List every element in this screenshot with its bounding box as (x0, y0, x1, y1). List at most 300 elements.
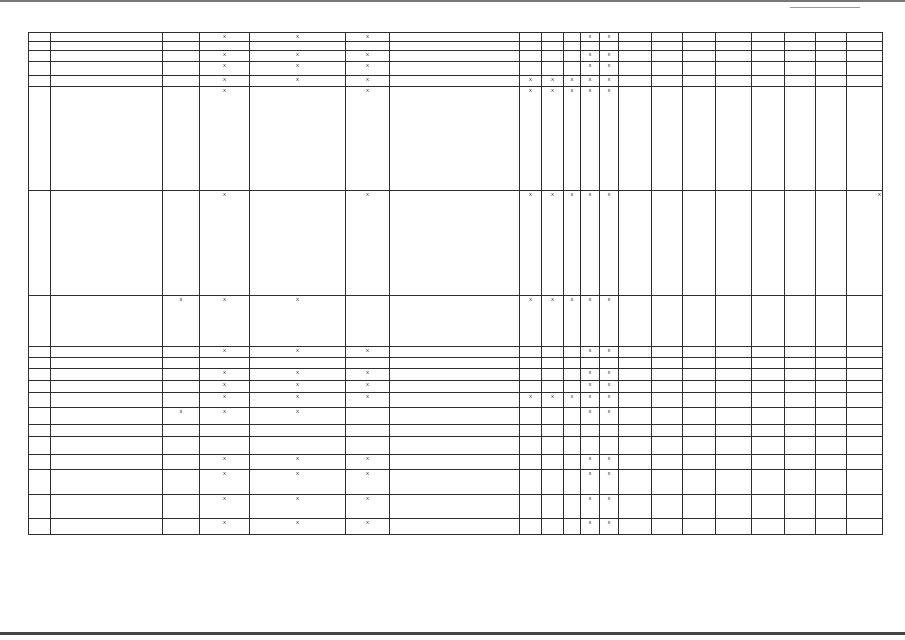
table-cell (542, 381, 564, 393)
table-cell (652, 33, 683, 42)
table-cell (847, 393, 883, 408)
table-cell (542, 42, 564, 51)
table-cell: X (542, 296, 564, 347)
table-cell (51, 358, 163, 369)
table-cell: X (600, 495, 619, 519)
table-cell (683, 393, 716, 408)
table-cell (200, 358, 250, 369)
table-cell: X (200, 393, 250, 408)
table-cell: X (250, 369, 346, 381)
table-cell: X (346, 519, 390, 535)
table-cell: X (250, 381, 346, 393)
table-cell (816, 495, 847, 519)
table-cell (542, 33, 564, 42)
table-cell (163, 62, 200, 76)
table-cell: X (346, 347, 390, 358)
table-cell (520, 51, 542, 62)
table-cell (520, 42, 542, 51)
table-cell (619, 51, 652, 62)
table-cell (752, 381, 785, 393)
table-cell (785, 191, 816, 296)
table-row (29, 495, 883, 519)
table-cell (51, 519, 163, 535)
table-cell (847, 470, 883, 495)
table-cell (346, 437, 390, 455)
table-cell (619, 470, 652, 495)
table-row (29, 76, 883, 87)
table-cell (163, 42, 200, 51)
table-cell (716, 381, 752, 393)
table-cell (619, 296, 652, 347)
table-cell (816, 76, 847, 87)
table-cell (816, 519, 847, 535)
table-cell (847, 51, 883, 62)
table-cell (390, 191, 520, 296)
table-cell (652, 42, 683, 51)
table-cell (716, 408, 752, 425)
table-cell (250, 42, 346, 51)
table-cell (390, 495, 520, 519)
table-cell (346, 425, 390, 437)
table-cell: X (520, 76, 542, 87)
table-cell (390, 393, 520, 408)
table-cell: X (250, 347, 346, 358)
table-body (29, 33, 883, 535)
table-cell: X (346, 87, 390, 191)
table-cell (847, 42, 883, 51)
table-cell (847, 358, 883, 369)
table-cell (542, 51, 564, 62)
table-cell: X (200, 296, 250, 347)
table-cell: X (600, 381, 619, 393)
table-cell: X (200, 33, 250, 42)
table-cell: X (346, 495, 390, 519)
table-cell: X (200, 455, 250, 470)
table-cell (652, 470, 683, 495)
table-cell (542, 358, 564, 369)
table-cell (652, 519, 683, 535)
table-cell (51, 347, 163, 358)
table-cell (390, 347, 520, 358)
table-cell (564, 62, 581, 76)
table-cell (752, 76, 785, 87)
table-cell (752, 393, 785, 408)
table-cell: X (542, 87, 564, 191)
table-cell (816, 381, 847, 393)
table-cell: X (520, 87, 542, 191)
table-cell (816, 369, 847, 381)
table-cell (29, 369, 51, 381)
table-cell: X (600, 393, 619, 408)
table-cell (752, 519, 785, 535)
table-cell (652, 437, 683, 455)
table-cell (752, 42, 785, 51)
table-cell (390, 358, 520, 369)
table-cell (847, 33, 883, 42)
table-cell (683, 87, 716, 191)
table-cell (200, 42, 250, 51)
table-cell (542, 62, 564, 76)
table-cell: X (600, 519, 619, 535)
table-cell: X (600, 347, 619, 358)
table-cell: X (200, 76, 250, 87)
table-cell (652, 296, 683, 347)
table-cell: X (564, 87, 581, 191)
table-cell (752, 495, 785, 519)
table-cell (816, 393, 847, 408)
table-cell (250, 425, 346, 437)
table-cell (785, 33, 816, 42)
table-cell (163, 76, 200, 87)
table-cell: X (200, 62, 250, 76)
table-cell (683, 425, 716, 437)
scan-top-mark (790, 7, 860, 8)
table-cell (542, 519, 564, 535)
table-cell (716, 42, 752, 51)
table-cell (683, 51, 716, 62)
table-cell (163, 519, 200, 535)
table-cell: X (250, 470, 346, 495)
table-cell: X (581, 62, 600, 76)
table-cell (600, 42, 619, 51)
table-cell (752, 408, 785, 425)
table-cell: X (163, 296, 200, 347)
table-cell (683, 33, 716, 42)
table-cell (619, 425, 652, 437)
table-cell: X (346, 51, 390, 62)
table-cell: X (581, 369, 600, 381)
table-cell: X (581, 51, 600, 62)
table-cell (520, 62, 542, 76)
table-row (29, 519, 883, 535)
table-cell (564, 519, 581, 535)
table-cell (564, 455, 581, 470)
table-cell (716, 455, 752, 470)
table-cell (29, 51, 51, 62)
table-row (29, 87, 883, 191)
table-cell (847, 437, 883, 455)
table-cell: X (163, 408, 200, 425)
table-cell: X (200, 51, 250, 62)
table-cell (29, 408, 51, 425)
table-cell (600, 437, 619, 455)
table-cell (752, 425, 785, 437)
table-cell (683, 191, 716, 296)
table-cell: X (581, 76, 600, 87)
table-cell (652, 87, 683, 191)
table-cell: X (250, 455, 346, 470)
table-cell (542, 455, 564, 470)
table-cell (564, 51, 581, 62)
table-cell (752, 470, 785, 495)
table-cell (51, 495, 163, 519)
table-cell: X (346, 369, 390, 381)
table-cell: X (200, 408, 250, 425)
table-cell: X (600, 33, 619, 42)
table-cell (816, 62, 847, 76)
table-cell (29, 62, 51, 76)
table-cell (390, 381, 520, 393)
table-cell: X (250, 62, 346, 76)
table-cell (816, 358, 847, 369)
table-cell (581, 358, 600, 369)
table-cell (520, 470, 542, 495)
table-cell (785, 369, 816, 381)
table-cell: X (581, 393, 600, 408)
table-cell (520, 425, 542, 437)
table-cell: X (250, 76, 346, 87)
table-cell (785, 51, 816, 62)
table-row (29, 42, 883, 51)
table-cell: X (581, 408, 600, 425)
table-cell (619, 62, 652, 76)
table-cell (785, 408, 816, 425)
table-cell (520, 369, 542, 381)
table-cell (163, 470, 200, 495)
table-cell (716, 87, 752, 191)
table-cell: X (200, 495, 250, 519)
table-cell (683, 455, 716, 470)
table-cell (51, 425, 163, 437)
table-cell (652, 408, 683, 425)
table-cell (785, 358, 816, 369)
table-cell: X (200, 347, 250, 358)
table-row (29, 191, 883, 296)
table-cell (683, 381, 716, 393)
table-cell (29, 87, 51, 191)
table-cell (847, 495, 883, 519)
table-cell (716, 358, 752, 369)
table-cell (716, 191, 752, 296)
table-cell (716, 51, 752, 62)
table-cell: X (520, 191, 542, 296)
table-row (29, 358, 883, 369)
table-cell (716, 33, 752, 42)
table-cell: X (581, 87, 600, 191)
table-cell (29, 191, 51, 296)
table-cell (564, 408, 581, 425)
table-cell (785, 62, 816, 76)
table-cell (716, 62, 752, 76)
table-cell (716, 470, 752, 495)
table-cell (619, 519, 652, 535)
table-cell (716, 296, 752, 347)
table-cell (785, 495, 816, 519)
table-cell: X (346, 191, 390, 296)
table-cell (816, 191, 847, 296)
table-cell (390, 51, 520, 62)
table-cell (29, 470, 51, 495)
table-cell: X (346, 62, 390, 76)
table-cell: X (200, 470, 250, 495)
table-cell (520, 358, 542, 369)
table-cell (564, 437, 581, 455)
table-cell: X (200, 369, 250, 381)
table-cell (29, 437, 51, 455)
table-cell (752, 296, 785, 347)
table-cell (619, 87, 652, 191)
table-cell (51, 381, 163, 393)
table-cell: X (600, 62, 619, 76)
table-cell (29, 296, 51, 347)
table-cell (51, 296, 163, 347)
table-cell (716, 437, 752, 455)
table-cell: X (600, 296, 619, 347)
table-cell (520, 495, 542, 519)
table-cell (652, 495, 683, 519)
table-cell (163, 33, 200, 42)
table-cell (520, 347, 542, 358)
table-cell (816, 347, 847, 358)
table-cell: X (250, 33, 346, 42)
table-cell: X (564, 191, 581, 296)
table-cell (163, 347, 200, 358)
table-cell (785, 296, 816, 347)
table-cell (816, 296, 847, 347)
table-cell: X (600, 408, 619, 425)
table-cell: X (581, 381, 600, 393)
document-sheet (28, 32, 882, 535)
table-cell: X (200, 191, 250, 296)
table-cell (619, 358, 652, 369)
table-cell (250, 358, 346, 369)
table-cell: X (581, 455, 600, 470)
table-cell (51, 369, 163, 381)
table-cell (752, 62, 785, 76)
table-cell (785, 381, 816, 393)
table-cell (520, 381, 542, 393)
table-cell (390, 455, 520, 470)
table-cell (683, 519, 716, 535)
table-cell: X (581, 33, 600, 42)
table-cell (683, 437, 716, 455)
table-cell (51, 76, 163, 87)
table-cell: X (542, 191, 564, 296)
table-cell (51, 393, 163, 408)
table-cell: X (600, 76, 619, 87)
table-cell (816, 33, 847, 42)
table-cell (51, 437, 163, 455)
table-cell (390, 76, 520, 87)
table-cell (816, 437, 847, 455)
table-cell: X (581, 470, 600, 495)
table-cell (716, 393, 752, 408)
table-cell (564, 33, 581, 42)
table-cell (619, 42, 652, 51)
table-cell (51, 408, 163, 425)
table-cell (652, 347, 683, 358)
table-cell (520, 455, 542, 470)
table-cell (847, 296, 883, 347)
table-cell (542, 408, 564, 425)
table-cell (716, 347, 752, 358)
table-row (29, 381, 883, 393)
table-cell (652, 381, 683, 393)
table-cell (163, 358, 200, 369)
table-cell (847, 408, 883, 425)
table-cell (542, 369, 564, 381)
table-cell (390, 296, 520, 347)
table-cell (683, 76, 716, 87)
table-cell (346, 296, 390, 347)
table-cell (683, 347, 716, 358)
table-cell: X (564, 76, 581, 87)
table-cell (346, 42, 390, 51)
table-row (29, 347, 883, 358)
table-cell (847, 519, 883, 535)
table-cell (163, 495, 200, 519)
table-cell (619, 455, 652, 470)
table-row (29, 425, 883, 437)
table-row (29, 455, 883, 470)
table-cell (785, 42, 816, 51)
table-cell (847, 62, 883, 76)
table-cell: X (600, 87, 619, 191)
table-cell: X (200, 87, 250, 191)
table-cell (163, 393, 200, 408)
table-cell (542, 425, 564, 437)
table-cell (29, 519, 51, 535)
table-cell (652, 358, 683, 369)
table-cell (785, 455, 816, 470)
table-cell (51, 62, 163, 76)
table-cell (200, 437, 250, 455)
table-cell (29, 33, 51, 42)
table-cell: X (250, 408, 346, 425)
table-cell (619, 191, 652, 296)
table-cell (29, 393, 51, 408)
table-cell (564, 42, 581, 51)
table-cell (564, 358, 581, 369)
table-row (29, 470, 883, 495)
table-cell (847, 369, 883, 381)
table-cell (716, 369, 752, 381)
table-cell: X (346, 76, 390, 87)
table-cell (619, 408, 652, 425)
table-row (29, 33, 883, 42)
table-cell (390, 33, 520, 42)
table-cell (619, 369, 652, 381)
table-cell (619, 495, 652, 519)
table-cell (346, 408, 390, 425)
table-cell (390, 408, 520, 425)
table-row (29, 296, 883, 347)
table-cell (716, 76, 752, 87)
table-cell (752, 87, 785, 191)
table-cell (816, 42, 847, 51)
table-cell (29, 76, 51, 87)
table-cell: X (346, 470, 390, 495)
table-cell: X (581, 495, 600, 519)
table-cell (683, 470, 716, 495)
table-cell (542, 437, 564, 455)
table-cell (683, 358, 716, 369)
table-cell (847, 347, 883, 358)
table-cell (346, 358, 390, 369)
table-cell (542, 495, 564, 519)
table-cell (200, 425, 250, 437)
table-cell (51, 455, 163, 470)
table-row (29, 393, 883, 408)
table-cell (652, 393, 683, 408)
table-cell: X (250, 51, 346, 62)
table-cell (564, 495, 581, 519)
table-cell (390, 519, 520, 535)
table-cell (847, 381, 883, 393)
table-cell (752, 33, 785, 42)
table-cell: X (600, 369, 619, 381)
table-cell: X (200, 519, 250, 535)
